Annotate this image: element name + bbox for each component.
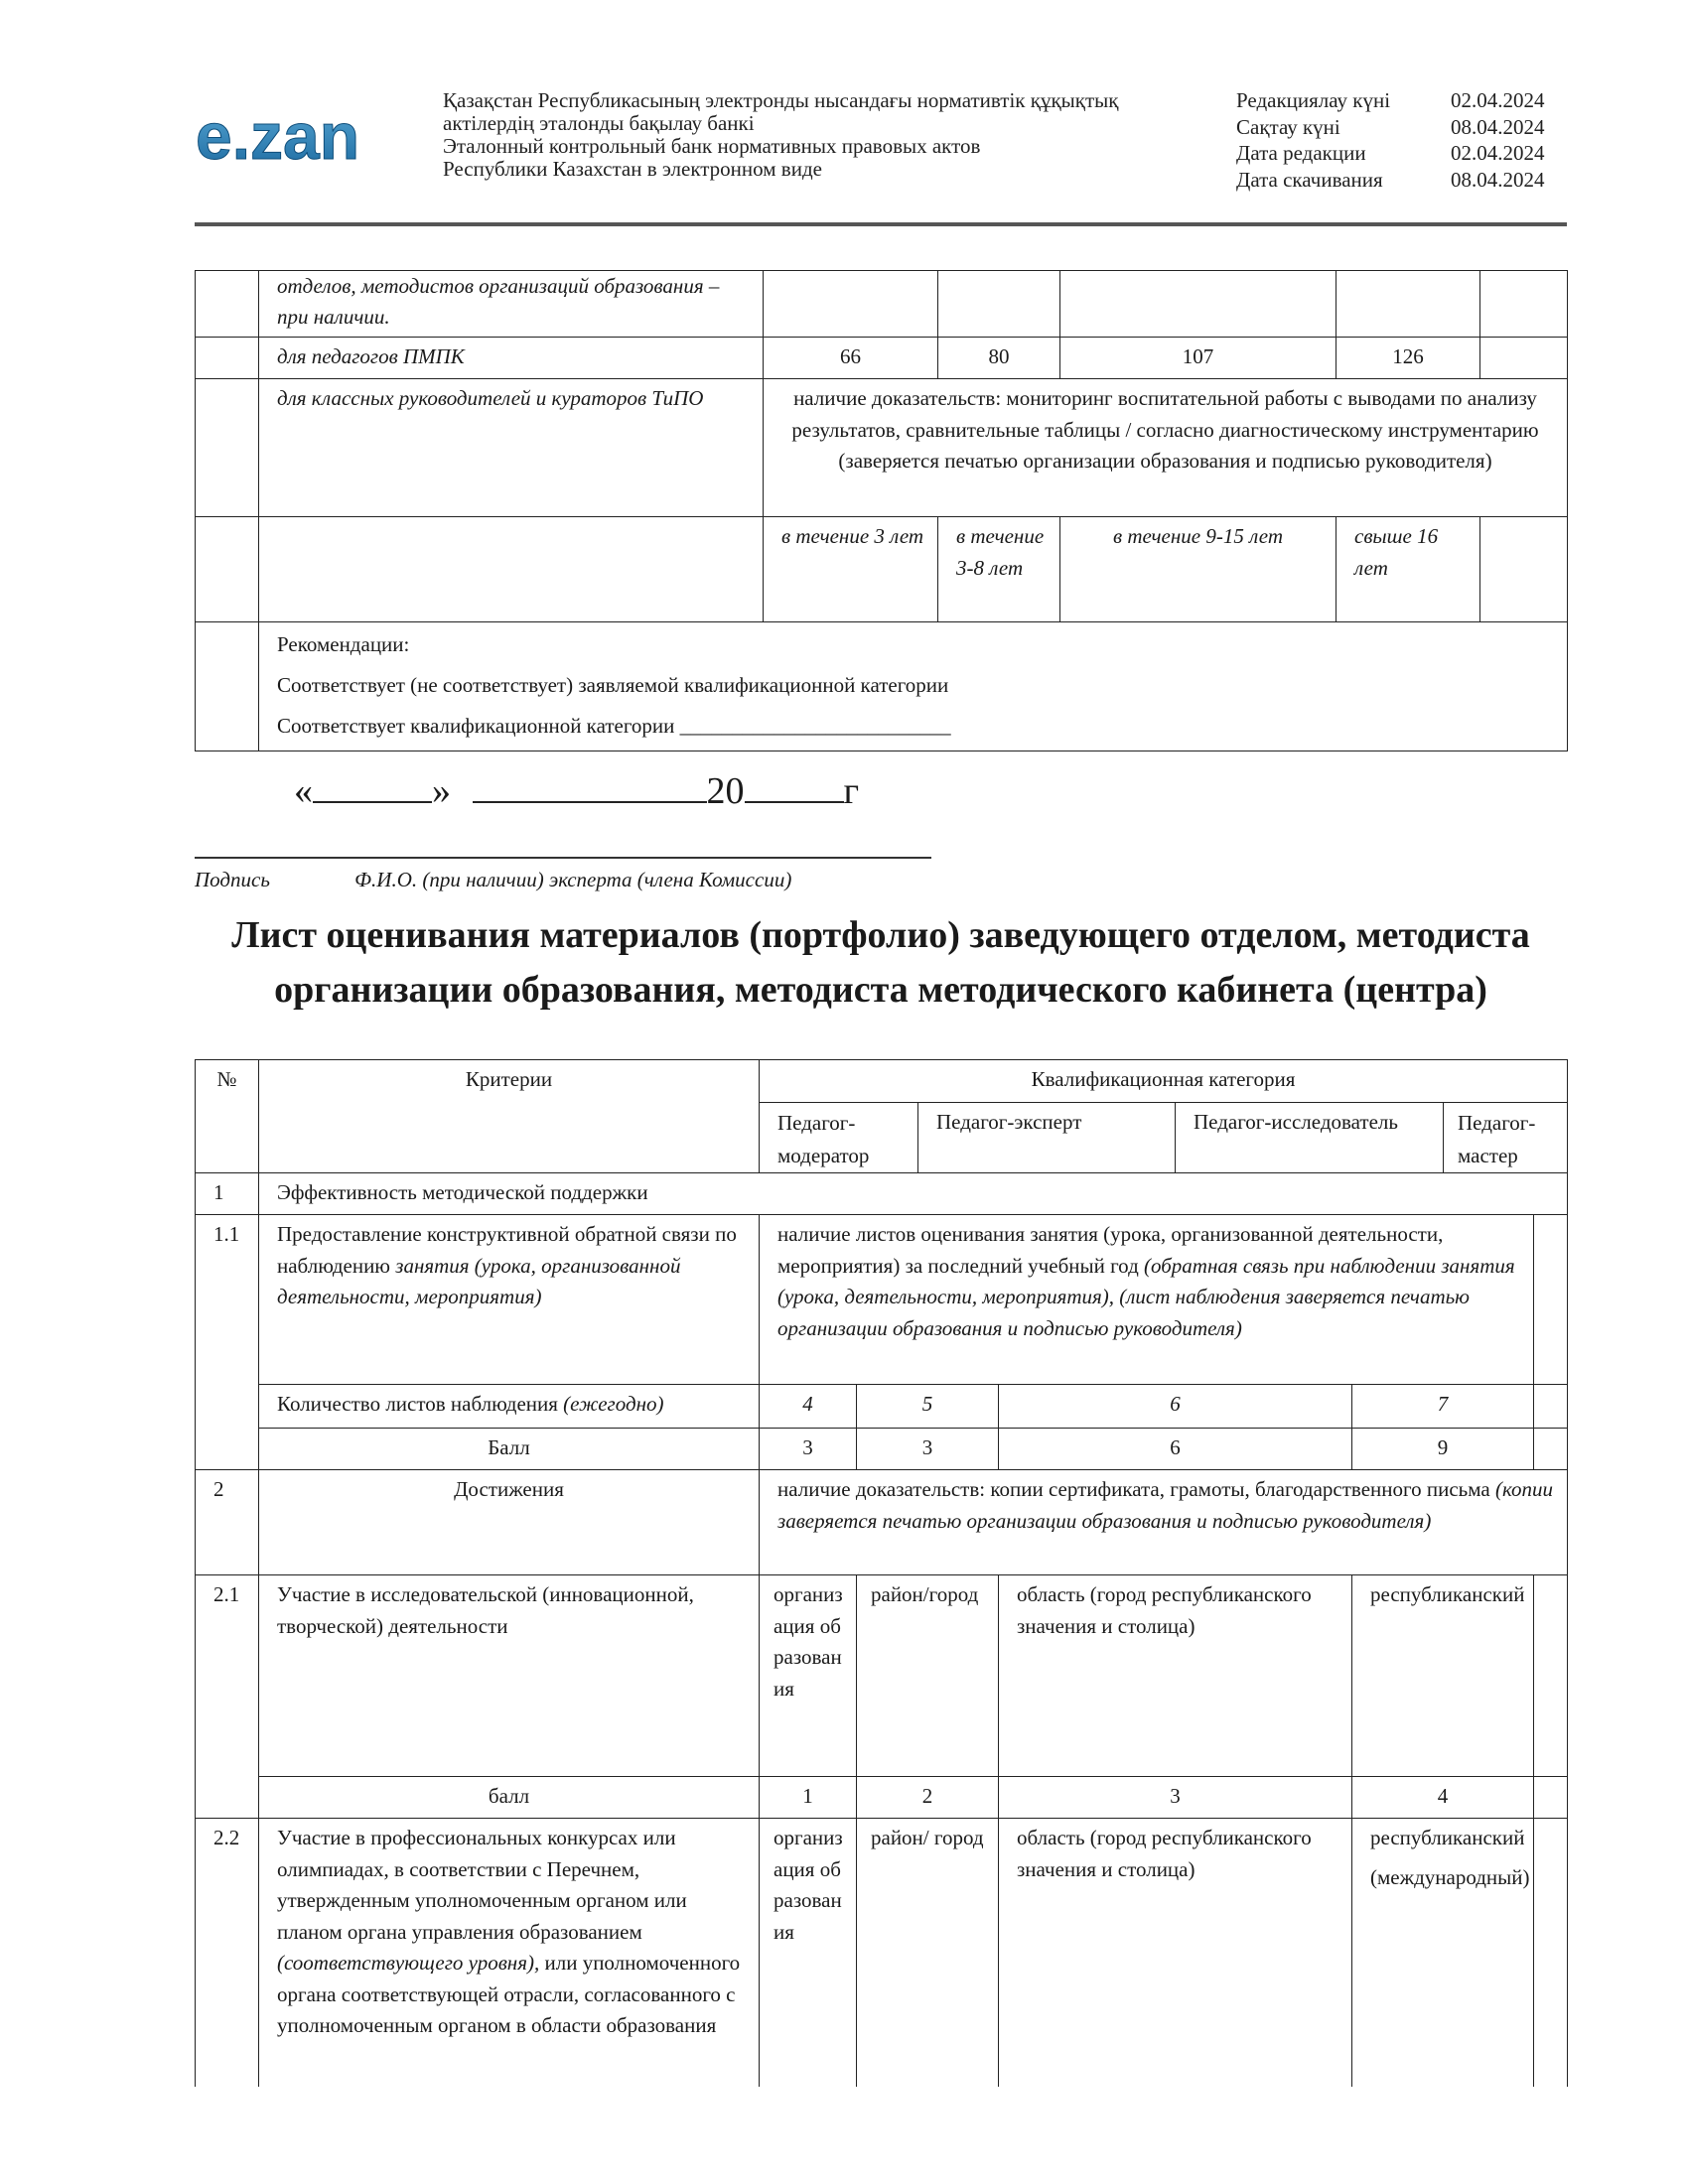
level-cell (1352, 1819, 1534, 2087)
category-expert: Педагог-эксперт (918, 1103, 1176, 1172)
score-value: 1 (760, 1777, 857, 1819)
score-value: 3 (857, 1429, 999, 1470)
table-cell: 66 (764, 338, 938, 379)
recommendations-line: Соответствует (не соответствует) заявляемой квалификационной категории (277, 673, 949, 697)
date-suffix: г (843, 770, 860, 812)
description-cell (760, 1470, 1568, 1575)
header-line: Эталонный контрольный банк нормативных правовых актов (443, 134, 981, 158)
table-cell: 126 (1336, 338, 1480, 379)
row-number: 2 (196, 1470, 259, 1575)
page-title: Лист оценивания материалов (портфолио) заведующего отделом, методиста организации образования, методиста методического кабинета (центра) (231, 914, 1530, 1011)
criterion-text: или уполномоченного органа соответствующей отрасли, согласованного с уполномоченным органом в области образования (277, 1951, 741, 2037)
criterion-cell (259, 1819, 760, 2087)
description-text: наличие листов оценивания занятия (урока, организованной деятельности, мероприятия) за последний учебный год (777, 1222, 1444, 1278)
meta-value: 02.04.2024 (1451, 88, 1545, 112)
meta-label: Дата редакции (1236, 141, 1366, 165)
date-year-blank (745, 771, 844, 803)
date-line (294, 769, 859, 813)
col-criteria-header: Критерии (259, 1060, 760, 1173)
description-text: наличие доказательств: копии сертификата, грамоты, благодарственного письма (777, 1477, 1495, 1501)
row-number: 1.1 (196, 1215, 259, 1470)
score-label: балл (259, 1777, 760, 1819)
recommendations-title: Рекомендации: (277, 632, 410, 656)
header-line: Республики Казахстан в электронном виде (443, 157, 822, 181)
section-title: Достижения (259, 1470, 760, 1575)
col-category-header: Квалификационная категория (760, 1060, 1568, 1103)
score-value: 3 (999, 1777, 1352, 1819)
count-value: 5 (857, 1385, 999, 1429)
score-value: 2 (857, 1777, 999, 1819)
evaluation-table (195, 1059, 1568, 2087)
meta-value: 08.04.2024 (1451, 167, 1545, 192)
score-value: 6 (999, 1429, 1352, 1470)
score-value: 4 (1352, 1777, 1534, 1819)
table-cell: 107 (1060, 338, 1336, 379)
meta-value: 02.04.2024 (1451, 141, 1545, 165)
criterion-text: Участие в профессиональных конкурсах или олимпиадах, в соответствии с Перечнем, утвержденным уполномоченным органом или планом органа управления образованием (277, 1826, 687, 1944)
level-cell: организация образования (760, 1575, 857, 1777)
date-month-blank (473, 771, 707, 803)
col-number-header: № (196, 1060, 259, 1173)
count-label: Количество листов наблюдения (277, 1392, 564, 1416)
level-text-extra: (международный) (1370, 1864, 1530, 1889)
criterion-text: Участие в исследовательской (инновационной, творческой) деятельности (259, 1575, 760, 1777)
ezan-logo (196, 97, 394, 179)
recommendations (259, 622, 1568, 751)
recommendations-line: Соответствует квалификационной категории __________________________ (277, 714, 951, 738)
level-cell: район/город (857, 1575, 999, 1777)
table-cell: отделов, методистов организаций образования – при наличии. (259, 271, 764, 338)
criterion-text-italic: (соответствующего уровня), (277, 1951, 540, 1975)
header-divider (195, 222, 1567, 226)
level-cell: район/ город (857, 1819, 999, 2087)
level-cell: организация образования (760, 1819, 857, 2087)
signature-line (195, 857, 931, 859)
level-text: республиканский (1370, 1826, 1525, 1849)
count-value: 6 (999, 1385, 1352, 1429)
date-open-quote: « (294, 770, 313, 812)
signature-caption (195, 868, 791, 892)
table-cell: наличие доказательств: мониторинг воспитательной работы с выводами по анализу результатов, сравнительные таблицы / согласно диагностическому инструментарию (заверяется печатью организации образования и подписью руководителя) (764, 379, 1568, 517)
row-number: 2.1 (196, 1575, 259, 1819)
criterion-text-italic: занятия (урока, организованной деятельности, мероприятия) (277, 1253, 681, 1308)
count-value: 4 (760, 1385, 857, 1429)
description-cell (760, 1215, 1534, 1385)
meta-value: 08.04.2024 (1451, 114, 1545, 139)
date-day-blank (313, 771, 432, 803)
meta-label: Сақтау күні (1236, 114, 1340, 139)
header-title (443, 89, 1118, 181)
category-master: Педагог-мастер (1458, 1111, 1536, 1167)
level-cell: область (город республиканского значения и столица) (999, 1819, 1352, 2087)
row-number: 1 (196, 1173, 259, 1215)
category-researcher: Педагог-исследователь (1176, 1103, 1444, 1172)
header-line: актілердің эталонды бақылау банкі (443, 111, 755, 135)
table-cell: свыше 16 лет (1336, 517, 1480, 622)
table-cell: для педагогов ПМПК (259, 338, 764, 379)
header-line: Қазақстан Республикасының электронды нысандағы нормативтік құқықтық (443, 88, 1119, 112)
signature-label: Подпись (195, 868, 270, 891)
table-cell: для классных руководителей и кураторов ТиПО (259, 379, 764, 517)
description-text-italic: (копии заверяется печатью организации образования и подписью руководителя) (777, 1477, 1553, 1533)
date-close-quote: » (432, 770, 451, 812)
count-label-cell (259, 1385, 760, 1429)
score-label: Балл (259, 1429, 760, 1470)
meta-label: Дата скачивания (1236, 167, 1383, 192)
category-moderator: Педагог-модератор (760, 1103, 918, 1172)
table-cell: в течение 3-8 лет (938, 517, 1060, 622)
table-cell: в течение 9-15 лет (1060, 517, 1336, 622)
description-text-italic: (обратная связь при наблюдении занятия (урока, деятельности, мероприятия), (лист наблюдения заверяется печатью организации образования и подписью руководителя) (777, 1253, 1515, 1340)
level-cell: республиканский (1352, 1575, 1534, 1777)
score-value: 9 (1352, 1429, 1534, 1470)
date-year-prefix: 20 (706, 770, 745, 812)
score-value: 3 (760, 1429, 857, 1470)
category-subheaders (760, 1103, 1567, 1172)
level-cell: область (город республиканского значения и столица) (999, 1575, 1352, 1777)
criterion-cell (259, 1215, 760, 1385)
previous-table (195, 270, 1568, 751)
signature-fio: Ф.И.О. (при наличии) эксперта (члена Комиссии) (354, 868, 792, 891)
logo-text: e.zan (196, 99, 360, 173)
table-cell: 80 (938, 338, 1060, 379)
section-title: Эффективность методической поддержки (259, 1173, 1568, 1215)
criterion-text: Предоставление конструктивной обратной связи по наблюдению (277, 1222, 737, 1278)
row-number: 2.2 (196, 1819, 259, 2087)
count-label-italic: (ежегодно) (563, 1392, 664, 1416)
meta-label: Редакциялау күні (1236, 88, 1391, 112)
table-cell: в течение 3 лет (764, 517, 938, 622)
count-value: 7 (1352, 1385, 1534, 1429)
header-meta (1236, 87, 1545, 193)
